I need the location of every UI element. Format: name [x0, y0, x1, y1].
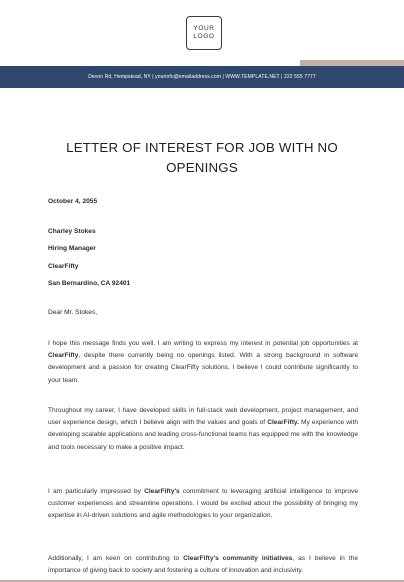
paragraph-2-text-c: My experience with developing scalable applications and leading cross-functional teams has equipped me with the knowledge and tools necessary to make a positive impact.: [48, 419, 358, 451]
letter-title-line-1: LETTER OF INTEREST FOR JOB WITH NO: [66, 140, 338, 155]
paragraph-2-emphasis: ClearFifty.: [267, 419, 299, 427]
paragraph-1-text-c: , despite there currently being no openings listed. With a strong background in software development and a passion for creating ClearFifty solutions, I believe I could contribute significantly to your team.: [48, 352, 358, 384]
recipient-position: Hiring Manager: [48, 245, 96, 252]
logo-line-2: LOGO: [193, 33, 215, 40]
paragraph-4-text-c: , as I believe in the importance of giving back to society and fostering a culture of innovation and inclusivity.: [48, 555, 358, 575]
paragraph-3: [48, 486, 358, 523]
salutation: Dear Mr. Stokes,: [48, 309, 98, 316]
paragraph-4-emphasis: ClearFifty's community initiatives: [183, 555, 293, 562]
logo-line-1: YOUR: [193, 25, 215, 32]
paragraph-4-text-a: Additionally, I am keen on contributing to: [48, 555, 184, 562]
letter-date: October 4, 2055: [48, 198, 98, 205]
header-contact-text: Devon Rd, Hempstead, NY | yourinfo@emailaddress.com | WWW.TEMPLATE.NET | 222 555 7777: [88, 74, 316, 80]
recipient-address: San Bernardino, CA 92401: [48, 280, 131, 287]
paragraph-1-emphasis: ClearFifty: [48, 352, 79, 360]
header-contact-bar: [0, 66, 404, 88]
paragraph-4: [48, 553, 358, 577]
paragraph-3-text-a: I am particularly impressed by: [48, 488, 145, 495]
paragraph-3-emphasis: ClearFifty's: [144, 488, 180, 495]
recipient-company: ClearFifty: [48, 263, 79, 270]
recipient-name: Charley Stokes: [48, 228, 96, 235]
paragraph-2-text-a: Throughout my career, I have developed skills in full-stack web development, project management, and user experience design, which I believe align with the values and goals of: [48, 407, 358, 427]
paragraph-2: [48, 405, 358, 454]
company-logo: [186, 16, 222, 50]
paragraph-3-text-c: commitment to leveraging artificial intelligence to improve customer experiences and streamline operations. I would be excited about the possibility of bringing my expertise in AI-driven solutions and agile methodologies to your organization.: [48, 488, 358, 520]
paragraph-1-text-a: I hope this message finds you well. I am writing to express my interest in potential job opportunities at: [48, 340, 358, 347]
letter-title-line-2: OPENINGS: [166, 160, 238, 175]
letter-title: [24, 138, 380, 178]
paragraph-1: [48, 338, 358, 387]
